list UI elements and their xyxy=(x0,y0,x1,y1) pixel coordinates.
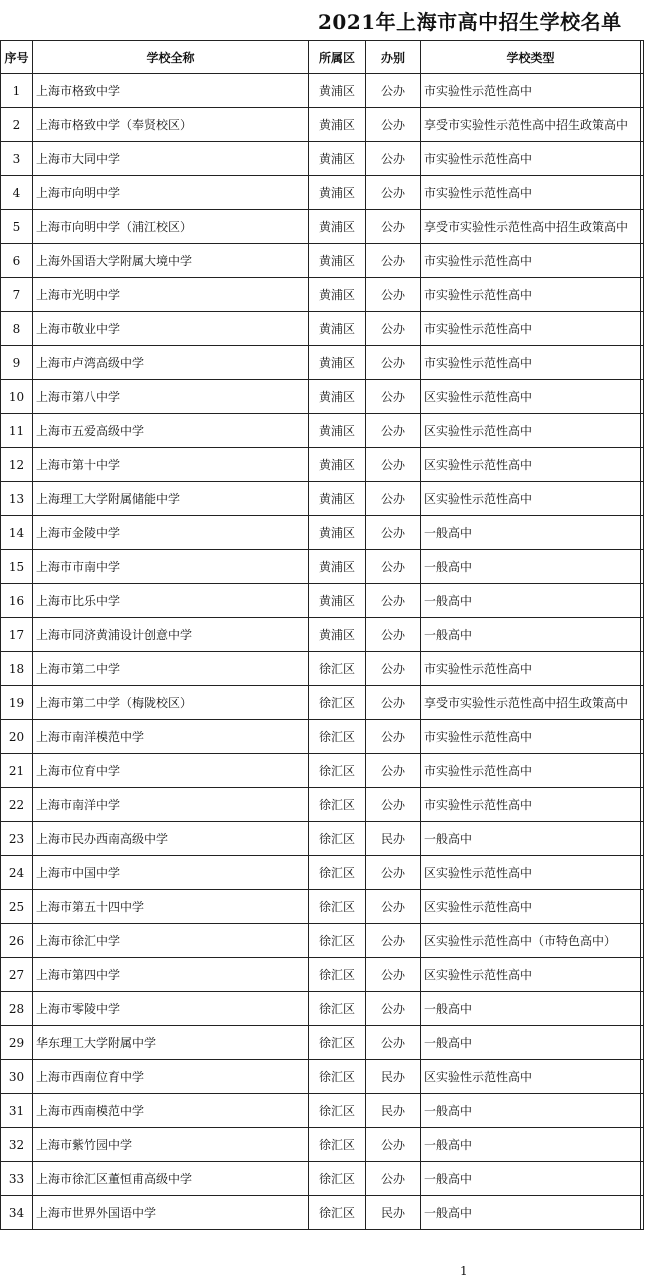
cell-cut-column xyxy=(641,584,644,618)
cell-school-type: 市实验性示范性高中 xyxy=(421,244,641,278)
table-row xyxy=(1,346,644,380)
cell-index: 31 xyxy=(1,1094,33,1128)
cell-school-type: 一般高中 xyxy=(421,1026,641,1060)
cell-cut-column xyxy=(641,414,644,448)
cell-ownership: 公办 xyxy=(366,1162,421,1196)
table-row xyxy=(1,958,644,992)
cell-school-type: 一般高中 xyxy=(421,1094,641,1128)
cell-ownership: 公办 xyxy=(366,210,421,244)
cell-school-type: 市实验性示范性高中 xyxy=(421,346,641,380)
cell-ownership: 公办 xyxy=(366,856,421,890)
cell-ownership: 公办 xyxy=(366,516,421,550)
cell-school-name: 上海市光明中学 xyxy=(33,278,309,312)
cell-index: 13 xyxy=(1,482,33,516)
cell-school-type: 一般高中 xyxy=(421,516,641,550)
table-row xyxy=(1,1196,644,1230)
cell-cut-column xyxy=(641,346,644,380)
table-header-row xyxy=(1,41,644,74)
cell-district: 黄浦区 xyxy=(309,380,366,414)
cell-school-type: 一般高中 xyxy=(421,822,641,856)
cell-school-name: 上海市第四中学 xyxy=(33,958,309,992)
cell-index: 23 xyxy=(1,822,33,856)
cell-school-type: 一般高中 xyxy=(421,1196,641,1230)
cell-ownership: 公办 xyxy=(366,108,421,142)
cell-ownership: 公办 xyxy=(366,720,421,754)
cell-ownership: 民办 xyxy=(366,1196,421,1230)
cell-district: 黄浦区 xyxy=(309,516,366,550)
cell-school-type: 区实验性示范性高中 xyxy=(421,482,641,516)
table-row xyxy=(1,890,644,924)
table-row xyxy=(1,788,644,822)
cell-district: 黄浦区 xyxy=(309,108,366,142)
cell-district: 黄浦区 xyxy=(309,550,366,584)
cell-school-name: 上海市中国中学 xyxy=(33,856,309,890)
school-list-table xyxy=(0,40,644,1230)
cell-school-type: 市实验性示范性高中 xyxy=(421,652,641,686)
cell-cut-column xyxy=(641,924,644,958)
cell-school-name: 上海市南洋中学 xyxy=(33,788,309,822)
cell-cut-column xyxy=(641,176,644,210)
cell-school-type: 一般高中 xyxy=(421,1128,641,1162)
cell-school-type: 区实验性示范性高中（市特色高中） xyxy=(421,924,641,958)
cell-index: 2 xyxy=(1,108,33,142)
cell-school-type: 一般高中 xyxy=(421,584,641,618)
cell-index: 27 xyxy=(1,958,33,992)
cell-school-type: 区实验性示范性高中 xyxy=(421,1060,641,1094)
cell-school-name: 上海市第十中学 xyxy=(33,448,309,482)
cell-index: 5 xyxy=(1,210,33,244)
cell-index: 24 xyxy=(1,856,33,890)
cell-ownership: 公办 xyxy=(366,958,421,992)
cell-district: 黄浦区 xyxy=(309,618,366,652)
cell-district: 徐汇区 xyxy=(309,720,366,754)
cell-district: 黄浦区 xyxy=(309,448,366,482)
cell-school-name: 上海市紫竹园中学 xyxy=(33,1128,309,1162)
cell-cut-column xyxy=(641,108,644,142)
document-title: 2021年上海市高中招生学校名单 xyxy=(318,10,622,34)
cell-index: 22 xyxy=(1,788,33,822)
cell-district: 徐汇区 xyxy=(309,1128,366,1162)
cell-school-name: 上海市向明中学 xyxy=(33,176,309,210)
table-row xyxy=(1,720,644,754)
cell-cut-column xyxy=(641,380,644,414)
table-row xyxy=(1,924,644,958)
table-row xyxy=(1,516,644,550)
header-ownership: 办别 xyxy=(366,41,421,74)
table-row xyxy=(1,618,644,652)
cell-index: 30 xyxy=(1,1060,33,1094)
cell-index: 9 xyxy=(1,346,33,380)
cell-school-name: 上海市第二中学（梅陇校区） xyxy=(33,686,309,720)
cell-index: 28 xyxy=(1,992,33,1026)
cell-index: 3 xyxy=(1,142,33,176)
cell-index: 15 xyxy=(1,550,33,584)
table-row xyxy=(1,1094,644,1128)
cell-school-name: 上海市零陵中学 xyxy=(33,992,309,1026)
cell-index: 18 xyxy=(1,652,33,686)
cell-school-name: 上海市第八中学 xyxy=(33,380,309,414)
header-index: 序号 xyxy=(1,41,33,74)
cell-school-type: 区实验性示范性高中 xyxy=(421,856,641,890)
cell-cut-column xyxy=(641,754,644,788)
cell-ownership: 民办 xyxy=(366,1094,421,1128)
cell-school-name: 上海市徐汇区董恒甫高级中学 xyxy=(33,1162,309,1196)
cell-ownership: 公办 xyxy=(366,652,421,686)
cell-ownership: 公办 xyxy=(366,618,421,652)
table-row xyxy=(1,414,644,448)
cell-school-type: 一般高中 xyxy=(421,1162,641,1196)
cell-ownership: 公办 xyxy=(366,380,421,414)
cell-index: 21 xyxy=(1,754,33,788)
cell-cut-column xyxy=(641,890,644,924)
cell-school-name: 上海市格致中学 xyxy=(33,74,309,108)
table-row xyxy=(1,686,644,720)
table-row xyxy=(1,210,644,244)
header-name: 学校全称 xyxy=(33,41,309,74)
table-row xyxy=(1,380,644,414)
cell-school-type: 一般高中 xyxy=(421,550,641,584)
cell-index: 8 xyxy=(1,312,33,346)
cell-ownership: 公办 xyxy=(366,346,421,380)
cell-school-type: 市实验性示范性高中 xyxy=(421,176,641,210)
table-row xyxy=(1,856,644,890)
cell-index: 10 xyxy=(1,380,33,414)
cell-school-name: 上海市卢湾高级中学 xyxy=(33,346,309,380)
cell-cut-column xyxy=(641,1060,644,1094)
cell-index: 34 xyxy=(1,1196,33,1230)
cell-school-name: 上海市敬业中学 xyxy=(33,312,309,346)
cell-school-type: 享受市实验性示范性高中招生政策高中 xyxy=(421,108,641,142)
cell-ownership: 公办 xyxy=(366,788,421,822)
cell-district: 徐汇区 xyxy=(309,856,366,890)
cell-ownership: 公办 xyxy=(366,448,421,482)
cell-index: 1 xyxy=(1,74,33,108)
cell-cut-column xyxy=(641,720,644,754)
header-cut-column xyxy=(641,41,644,74)
cell-ownership: 公办 xyxy=(366,1128,421,1162)
cell-cut-column xyxy=(641,74,644,108)
cell-school-name: 上海市格致中学（奉贤校区） xyxy=(33,108,309,142)
cell-cut-column xyxy=(641,1196,644,1230)
cell-cut-column xyxy=(641,1026,644,1060)
cell-index: 33 xyxy=(1,1162,33,1196)
cell-school-type: 区实验性示范性高中 xyxy=(421,448,641,482)
cell-ownership: 公办 xyxy=(366,1026,421,1060)
cell-ownership: 公办 xyxy=(366,482,421,516)
table-row xyxy=(1,652,644,686)
cell-cut-column xyxy=(641,516,644,550)
cell-ownership: 公办 xyxy=(366,74,421,108)
cell-ownership: 公办 xyxy=(366,584,421,618)
cell-cut-column xyxy=(641,1162,644,1196)
cell-index: 20 xyxy=(1,720,33,754)
cell-school-type: 市实验性示范性高中 xyxy=(421,142,641,176)
table-row xyxy=(1,108,644,142)
cell-index: 12 xyxy=(1,448,33,482)
cell-district: 徐汇区 xyxy=(309,890,366,924)
cell-index: 6 xyxy=(1,244,33,278)
cell-school-name: 上海市同济黄浦设计创意中学 xyxy=(33,618,309,652)
table-row xyxy=(1,244,644,278)
cell-school-name: 上海市大同中学 xyxy=(33,142,309,176)
cell-ownership: 民办 xyxy=(366,1060,421,1094)
cell-district: 黄浦区 xyxy=(309,210,366,244)
cell-school-type: 市实验性示范性高中 xyxy=(421,720,641,754)
cell-ownership: 公办 xyxy=(366,176,421,210)
table-row xyxy=(1,992,644,1026)
cell-district: 徐汇区 xyxy=(309,652,366,686)
cell-cut-column xyxy=(641,992,644,1026)
cell-school-name: 上海市西南模范中学 xyxy=(33,1094,309,1128)
cell-district: 徐汇区 xyxy=(309,1094,366,1128)
cell-district: 徐汇区 xyxy=(309,1196,366,1230)
cell-district: 徐汇区 xyxy=(309,1162,366,1196)
cell-index: 14 xyxy=(1,516,33,550)
cell-ownership: 公办 xyxy=(366,754,421,788)
table-row xyxy=(1,176,644,210)
cell-district: 徐汇区 xyxy=(309,992,366,1026)
cell-district: 黄浦区 xyxy=(309,244,366,278)
cell-district: 黄浦区 xyxy=(309,176,366,210)
cell-ownership: 公办 xyxy=(366,890,421,924)
cell-ownership: 公办 xyxy=(366,924,421,958)
cell-school-name: 上海外国语大学附属大境中学 xyxy=(33,244,309,278)
cell-index: 4 xyxy=(1,176,33,210)
table-row xyxy=(1,312,644,346)
cell-ownership: 公办 xyxy=(366,142,421,176)
cell-cut-column xyxy=(641,652,644,686)
table-row xyxy=(1,584,644,618)
cell-cut-column xyxy=(641,312,644,346)
cell-district: 黄浦区 xyxy=(309,414,366,448)
cell-district: 黄浦区 xyxy=(309,584,366,618)
cell-district: 黄浦区 xyxy=(309,74,366,108)
cell-district: 徐汇区 xyxy=(309,958,366,992)
cell-school-name: 上海市世界外国语中学 xyxy=(33,1196,309,1230)
cell-district: 徐汇区 xyxy=(309,822,366,856)
cell-school-name: 上海市第二中学 xyxy=(33,652,309,686)
cell-cut-column xyxy=(641,1094,644,1128)
cell-school-type: 市实验性示范性高中 xyxy=(421,74,641,108)
page-number: 1 xyxy=(460,1264,468,1278)
cell-index: 29 xyxy=(1,1026,33,1060)
cell-district: 徐汇区 xyxy=(309,686,366,720)
cell-cut-column xyxy=(641,1128,644,1162)
cell-cut-column xyxy=(641,550,644,584)
table-row xyxy=(1,278,644,312)
cell-school-name: 上海市金陵中学 xyxy=(33,516,309,550)
cell-school-name: 上海市向明中学（浦江校区） xyxy=(33,210,309,244)
cell-index: 32 xyxy=(1,1128,33,1162)
cell-district: 黄浦区 xyxy=(309,312,366,346)
cell-school-type: 一般高中 xyxy=(421,618,641,652)
cell-ownership: 公办 xyxy=(366,312,421,346)
cell-school-name: 上海市市南中学 xyxy=(33,550,309,584)
cell-school-name: 上海市西南位育中学 xyxy=(33,1060,309,1094)
cell-index: 16 xyxy=(1,584,33,618)
cell-school-type: 享受市实验性示范性高中招生政策高中 xyxy=(421,686,641,720)
table-body xyxy=(1,74,644,1230)
cell-ownership: 公办 xyxy=(366,992,421,1026)
cell-school-type: 区实验性示范性高中 xyxy=(421,958,641,992)
cell-ownership: 公办 xyxy=(366,244,421,278)
cell-cut-column xyxy=(641,448,644,482)
table-row xyxy=(1,482,644,516)
cell-school-type: 区实验性示范性高中 xyxy=(421,380,641,414)
cell-cut-column xyxy=(641,788,644,822)
cell-cut-column xyxy=(641,244,644,278)
cell-cut-column xyxy=(641,822,644,856)
cell-school-name: 上海市比乐中学 xyxy=(33,584,309,618)
cell-index: 7 xyxy=(1,278,33,312)
cell-school-name: 上海市南洋模范中学 xyxy=(33,720,309,754)
cell-district: 徐汇区 xyxy=(309,1060,366,1094)
table-row xyxy=(1,822,644,856)
cell-ownership: 公办 xyxy=(366,550,421,584)
cell-school-type: 区实验性示范性高中 xyxy=(421,414,641,448)
cell-school-type: 区实验性示范性高中 xyxy=(421,890,641,924)
cell-ownership: 民办 xyxy=(366,822,421,856)
cell-index: 11 xyxy=(1,414,33,448)
cell-district: 徐汇区 xyxy=(309,754,366,788)
cell-cut-column xyxy=(641,618,644,652)
cell-cut-column xyxy=(641,278,644,312)
cell-school-name: 上海市徐汇中学 xyxy=(33,924,309,958)
cell-index: 26 xyxy=(1,924,33,958)
cell-school-type: 享受市实验性示范性高中招生政策高中 xyxy=(421,210,641,244)
table-row xyxy=(1,142,644,176)
cell-cut-column xyxy=(641,482,644,516)
cell-district: 徐汇区 xyxy=(309,788,366,822)
cell-ownership: 公办 xyxy=(366,686,421,720)
table-row xyxy=(1,550,644,584)
cell-district: 黄浦区 xyxy=(309,482,366,516)
cell-district: 黄浦区 xyxy=(309,278,366,312)
table-row xyxy=(1,1162,644,1196)
cell-school-type: 市实验性示范性高中 xyxy=(421,754,641,788)
table-row xyxy=(1,74,644,108)
cell-school-name: 上海市第五十四中学 xyxy=(33,890,309,924)
cell-school-name: 上海理工大学附属储能中学 xyxy=(33,482,309,516)
cell-ownership: 公办 xyxy=(366,414,421,448)
cell-school-name: 上海市位育中学 xyxy=(33,754,309,788)
cell-school-type: 市实验性示范性高中 xyxy=(421,788,641,822)
header-district: 所属区 xyxy=(309,41,366,74)
header-type: 学校类型 xyxy=(421,41,641,74)
cell-school-type: 市实验性示范性高中 xyxy=(421,312,641,346)
cell-school-type: 市实验性示范性高中 xyxy=(421,278,641,312)
table-row xyxy=(1,754,644,788)
table-row xyxy=(1,1026,644,1060)
cell-cut-column xyxy=(641,142,644,176)
cell-district: 徐汇区 xyxy=(309,1026,366,1060)
cell-index: 25 xyxy=(1,890,33,924)
cell-cut-column xyxy=(641,686,644,720)
cell-school-name: 上海市民办西南高级中学 xyxy=(33,822,309,856)
table-row xyxy=(1,1060,644,1094)
cell-cut-column xyxy=(641,856,644,890)
cell-index: 19 xyxy=(1,686,33,720)
cell-school-name: 上海市五爱高级中学 xyxy=(33,414,309,448)
cell-school-type: 一般高中 xyxy=(421,992,641,1026)
table-row xyxy=(1,448,644,482)
table-row xyxy=(1,1128,644,1162)
cell-cut-column xyxy=(641,958,644,992)
cell-school-name: 华东理工大学附属中学 xyxy=(33,1026,309,1060)
cell-district: 黄浦区 xyxy=(309,142,366,176)
cell-district: 徐汇区 xyxy=(309,924,366,958)
cell-cut-column xyxy=(641,210,644,244)
cell-district: 黄浦区 xyxy=(309,346,366,380)
cell-index: 17 xyxy=(1,618,33,652)
cell-ownership: 公办 xyxy=(366,278,421,312)
